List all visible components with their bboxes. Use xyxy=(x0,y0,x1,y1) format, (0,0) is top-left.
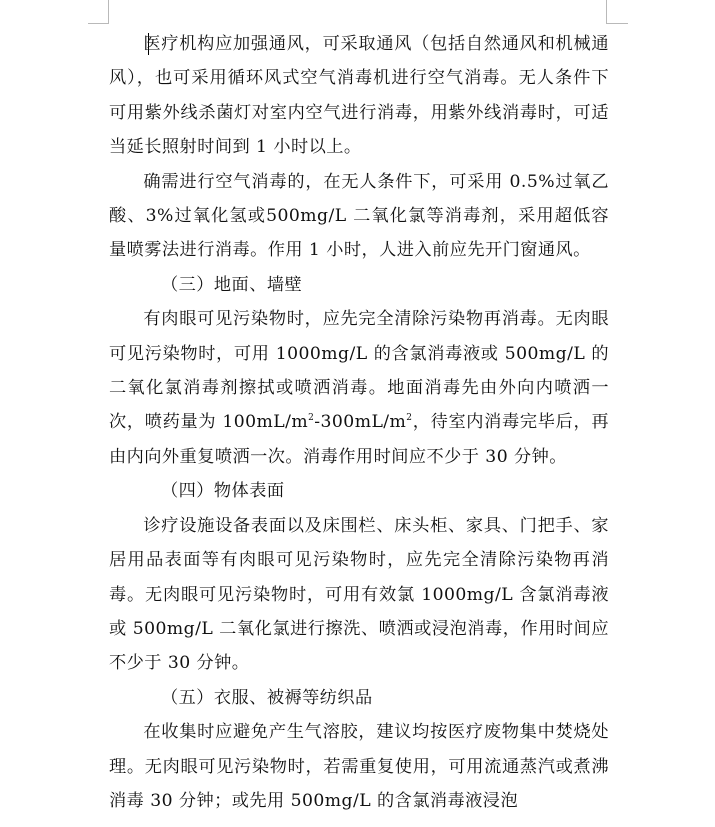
crop-mark-top-left xyxy=(108,0,109,24)
superscript: 2 xyxy=(308,413,315,424)
paragraph-text: -300mL/m xyxy=(314,412,407,433)
paragraph-air-disinfection: 确需进行空气消毒的，在无人条件下，可采用 0.5%过氧乙酸、3%过氧化氢或500mg/L 二氧化氯等消毒剂，采用超低容量喷雾法进行消毒。作用 1 小时，人进入前应先开门窗通风。 xyxy=(109,171,609,261)
section-heading-object-surfaces: （四）物体表面 xyxy=(161,481,285,502)
crop-mark-top-right xyxy=(606,0,607,24)
paragraph-ventilation: 医疗机构应加强通风，可采取通风（包括自然通风和机械通风），也可采用循环风式空气消毒机进行空气消毒。无人条件下可用紫外线杀菌灯对室内空气进行消毒，用紫外线消毒时，可适当延长照射时间到 1 小时以上。 xyxy=(109,34,609,158)
document-body[interactable] xyxy=(109,27,609,818)
paragraph-text: ，待室内消毒完毕后，再由内向外重复喷洒一次。消毒作用时间应不少于 30 分钟。 xyxy=(109,412,609,467)
paragraph-text: 有肉眼可见污染物时，应先完全清除污染物再消毒。无肉眼可见污染物时，可用 1000mg/L 的含氯消毒液或 500mg/L 的二氧化氯消毒剂擦拭或喷洒消毒。地面消毒先由外向内喷洒一次，喷药量为 100mL/m xyxy=(109,309,609,433)
crop-mark-top-left xyxy=(88,23,109,24)
paragraph-textiles: 在收集时应避免产生气溶胶，建议均按医疗废物集中焚烧处理。无肉眼可见污染物时，若需重复使用，可用流通蒸汽或煮沸消毒 30 分钟；或先用 500mg/L 的含氯消毒液浸泡 xyxy=(109,722,609,811)
crop-mark-top-right xyxy=(606,23,628,24)
paragraph-object-surfaces: 诊疗设施设备表面以及床围栏、床头柜、家具、门把手、家居用品表面等有肉眼可见污染物时，应先完全清除污染物再消毒。无肉眼可见污染物时，可用有效氯 1000mg/L 含氯消毒液或 500mg/L 二氧化氯进行擦洗、喷洒或浸泡消毒，作用时间应不少于 30 分钟。 xyxy=(109,515,609,674)
paragraph-floor-walls xyxy=(109,302,609,474)
section-heading-floor-walls: （三）地面、墙壁 xyxy=(161,274,303,295)
superscript: 2 xyxy=(406,413,413,424)
section-heading-textiles: （五）衣服、被褥等纺织品 xyxy=(161,687,373,708)
